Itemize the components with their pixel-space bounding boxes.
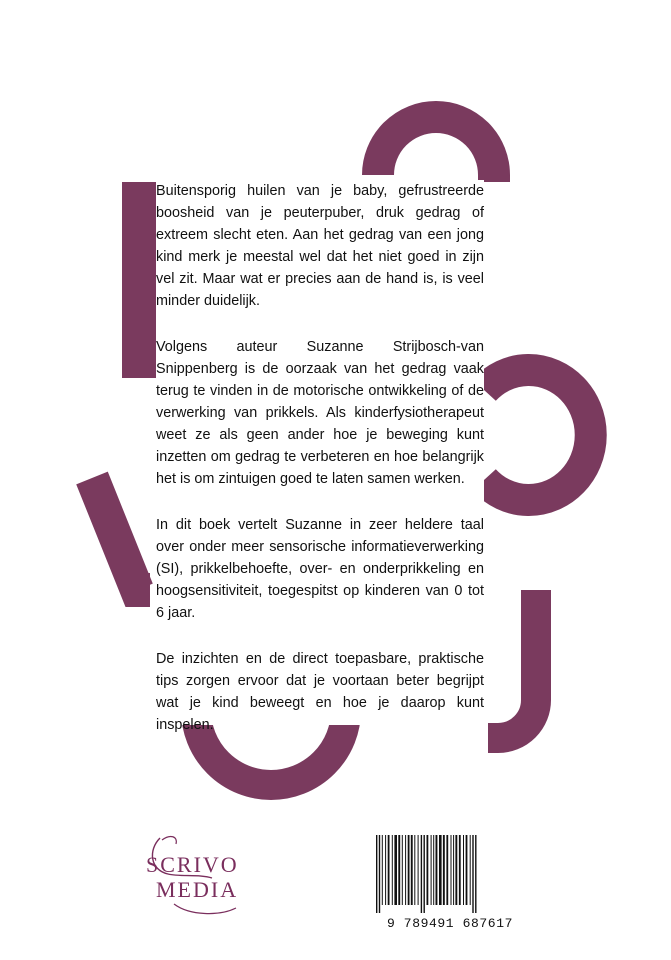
barcode-bar (405, 835, 406, 905)
logo-word-media: MEDIA (156, 877, 239, 902)
barcode-bar (421, 835, 422, 913)
barcode-bar (408, 835, 410, 905)
letter-j-stroke (488, 590, 536, 738)
barcode-bar (466, 835, 468, 905)
barcode-bar (379, 835, 380, 913)
barcode-bar (436, 835, 438, 905)
barcode-bar (427, 835, 429, 905)
logo-word-scrivo: SCRIVO (146, 852, 239, 877)
barcode-bar (382, 835, 383, 905)
barcode-bar (376, 835, 377, 913)
isbn-number: 9 789491 687617 (386, 916, 514, 931)
barcode-bar (385, 835, 386, 905)
barcode-bar (439, 835, 442, 905)
blurb-paragraph-1: Buitensporig huilen van je baby, gefrustreerde boosheid van je peuterpuber, druk gedrag of extreem slecht eten. Aan het gedrag van een jong kind merk je meestal wel dat het niet goed in zijn vel zit. Maar wat er precies aan de hand is, is veel minder duidelijk. (156, 183, 484, 309)
barcode-bar (463, 835, 464, 905)
barcode-bar (475, 835, 476, 913)
blurb-text (156, 180, 484, 733)
publisher-logo (140, 830, 270, 920)
isbn-barcode (370, 835, 530, 935)
barcode-bar (453, 835, 454, 905)
blurb-paragraph-3: In dit boek vertelt Suzanne in zeer heldere taal over onder meer sensorische informatieverwerking (SI), prikkelbehoefte, over- en onderprikkeling en hoogsensitiviteit, toegespitst op kinderen van 0 tot 6 jaar. (156, 517, 484, 621)
barcode-bar (402, 835, 403, 905)
barcode-bar (443, 835, 445, 905)
blurb-paragraph-2: Volgens auteur Suzanne Strijbosch-van Snippenberg is de oorzaak van het gedrag vaak terug te vinden in de motorische ontwikkeling of de verwerking van prikkels. Als kinderfysiotherapeut weet ze als geen ander hoe je beweging kunt inzetten om gedrag te verbeteren en hoe belangrijk het is om zintuigen goed te laten samen werken. (156, 339, 484, 487)
letter-v-stroke (92, 478, 150, 590)
barcode-bars-icon (372, 835, 528, 913)
barcode-bar (470, 835, 471, 905)
letter-c-arc (378, 117, 494, 182)
barcode-bar (398, 835, 400, 905)
barcode-bar (455, 835, 457, 905)
barcode-bar (411, 835, 413, 905)
barcode-bar (424, 835, 425, 913)
blurb-paragraph-4: De inzichten en de direct toepasbare, praktische tips zorgen ervoor dat je voortaan beter begrijpt wat je kind beweegt en hoe je daarop kunt inspelen. (156, 651, 484, 733)
barcode-bar (446, 835, 448, 905)
barcode-bar (394, 835, 397, 905)
barcode-bar (451, 835, 452, 905)
barcode-bar (418, 835, 419, 905)
barcode-bar (433, 835, 434, 905)
barcode-bar (414, 835, 415, 905)
barcode-bar (392, 835, 393, 905)
barcode-bar (388, 835, 390, 905)
barcode-bar (472, 835, 473, 913)
letter-o-arc (484, 370, 591, 500)
barcode-bar (459, 835, 461, 905)
barcode-bar (431, 835, 432, 905)
